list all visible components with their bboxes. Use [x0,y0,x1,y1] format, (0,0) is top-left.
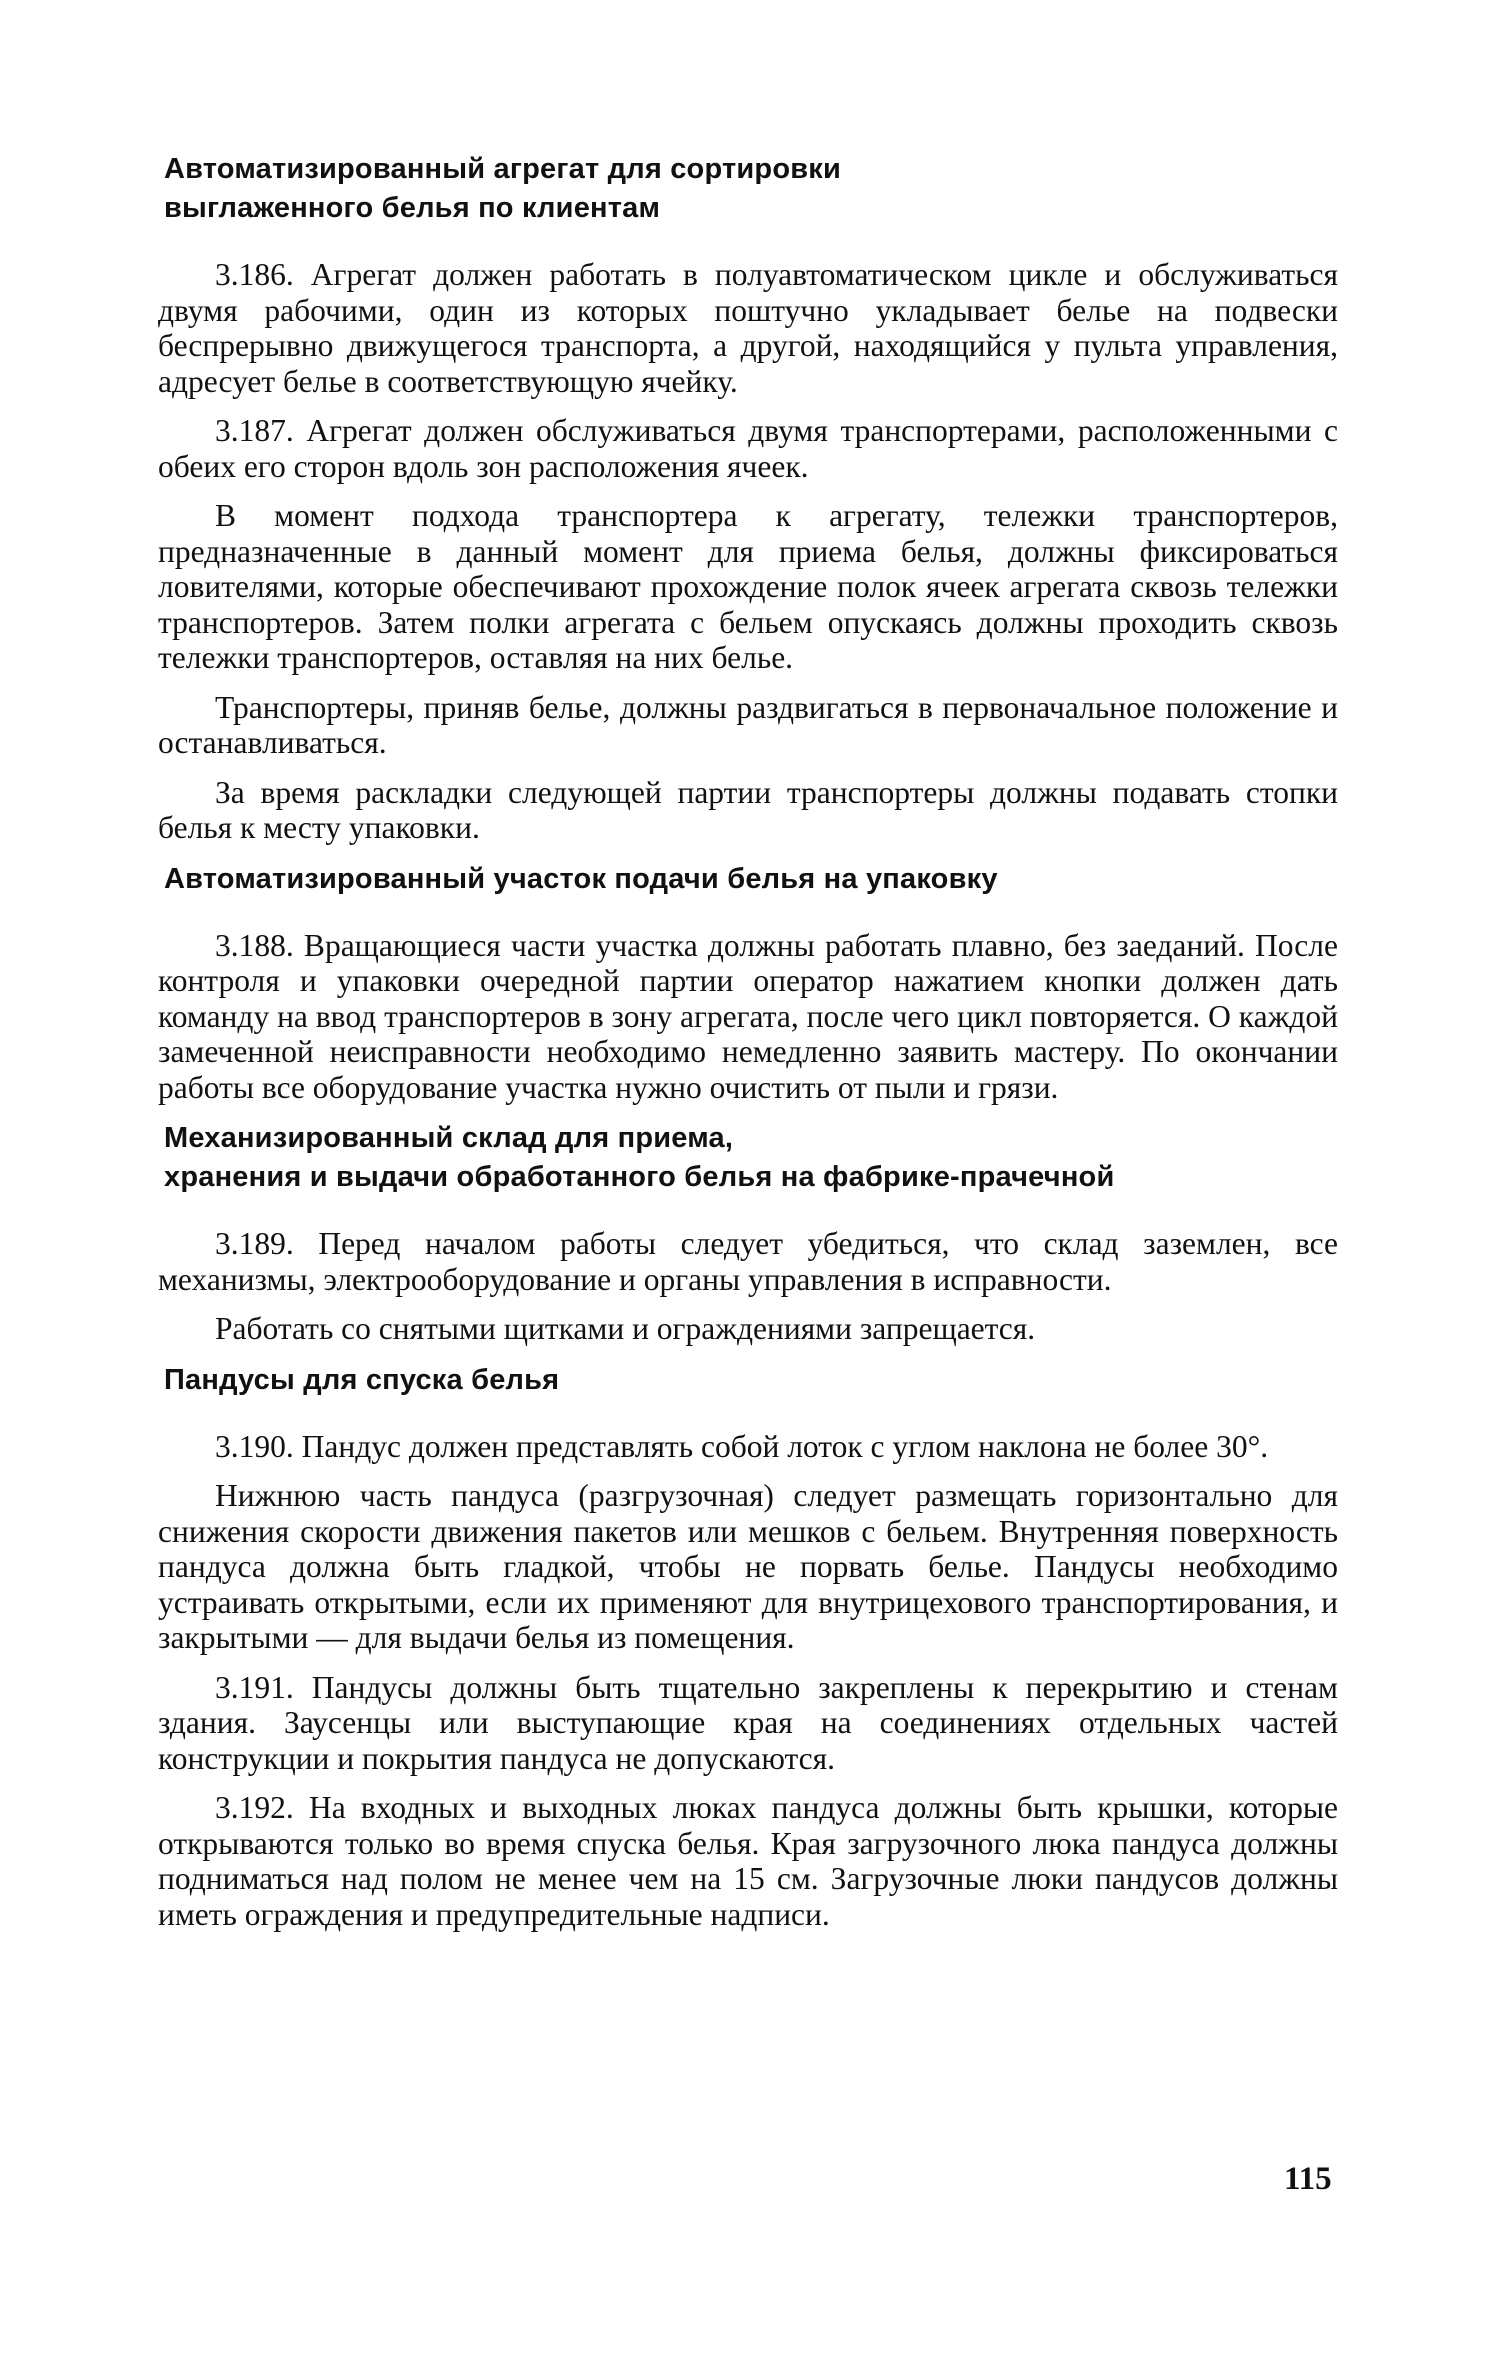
paragraph-3-186: 3.186. Агрегат должен работать в полуавтоматическом цикле и обслуживаться двумя рабочими, один из которых поштучно укладывает белье на подвески беспрерывно движущегося транспорта, а другой, находящийся у пульта управления, адресует белье в соответствующую ячейку. [158,257,1338,399]
section-ramps [158,1361,1338,1933]
heading-line: Пандусы для спуска белья [164,1363,560,1396]
section-packing-area [158,860,1338,1106]
section-sorting-unit [158,150,1338,846]
paragraph: Нижнюю часть пандуса (разгрузочная) следует размещать горизонтально для снижения скорости движения пакетов или мешков с бельем. Внутренняя поверхность пандуса должна быть гладкой, чтобы не порвать белье. Пандусы необходимо устраивать открытыми, если их применяют для внутрицехового транспортирования, и закрытыми — для выдачи белья из помещения. [158,1478,1338,1655]
page-number: 115 [1284,2161,1332,2197]
paragraph: В момент подхода транспортера к агрегату, тележки транспортеров, предназначенные в данный момент для приема белья, должны фиксироваться ловителями, которые обеспечивают прохождение полок ячеек агрегата сквозь тележки транспортеров. Затем полки агрегата с бельем опускаясь должны проходить сквозь тележки транспортеров, оставляя на них белье. [158,498,1338,675]
paragraph-3-187: 3.187. Агрегат должен обслуживаться двумя транспортерами, расположенными с обеих его сторон вдоль зон расположения ячеек. [158,413,1338,484]
heading-line: хранения и выдачи обработанного белья на фабрике-прачечной [164,1161,1115,1193]
paragraph: Работать со снятыми щитками и ограждениями запрещается. [215,1311,1036,1346]
heading-line: Автоматизированный агрегат для сортировки [164,153,842,185]
paragraph-3-189: 3.189. Перед началом работы следует убедиться, что склад заземлен, все механизмы, электрооборудование и органы управления в исправности. [158,1226,1338,1297]
paragraph-3-192: 3.192. На входных и выходных люках пандуса должны быть крышки, которые открываются только во время спуска белья. Края загрузочного люка пандуса должны подниматься над полом не менее чем на 15 см. Загрузочные люки пандусов должны иметь ограждения и предупредительные надписи. [158,1790,1338,1932]
heading-line: Автоматизированный участок подачи белья на упаковку [164,862,998,895]
section-heading [164,1361,1338,1400]
paragraph: За время раскладки следующей партии транспортеры должны подавать стопки белья к месту упаковки. [158,774,1338,845]
page-body [158,150,1338,1946]
paragraph-3-190: 3.190. Пандус должен представлять собой лоток с углом наклона не более 30°. [215,1428,1269,1464]
section-heading [164,860,1338,899]
paragraph-3-188: 3.188. Вращающиеся части участка должны работать плавно, без заеданий. После контроля и упаковки очередной партии оператор нажатием кнопки должен дать команду на ввод транспортеров в зону агрегата, после чего цикл повторяется. О каждой замеченной неисправности необходимо немедленно заявить мастеру. По окончании работы все оборудование участка нужно очистить от пыли и грязи. [158,927,1338,1105]
paragraph: Транспортеры, приняв белье, должны раздвигаться в первоначальное положение и останавливаться. [158,689,1338,760]
section-warehouse [158,1119,1338,1347]
section-heading [164,1119,1338,1197]
heading-line: Механизированный склад для приема, [164,1122,734,1154]
section-heading [164,150,1338,228]
heading-line: выглаженного белья по клиентам [164,192,661,224]
paragraph-3-191: 3.191. Пандусы должны быть тщательно закреплены к перекрытию и стенам здания. Заусенцы или выступающие края на соединениях отдельных частей конструкции и покрытия пандуса не допускаются. [158,1669,1338,1776]
